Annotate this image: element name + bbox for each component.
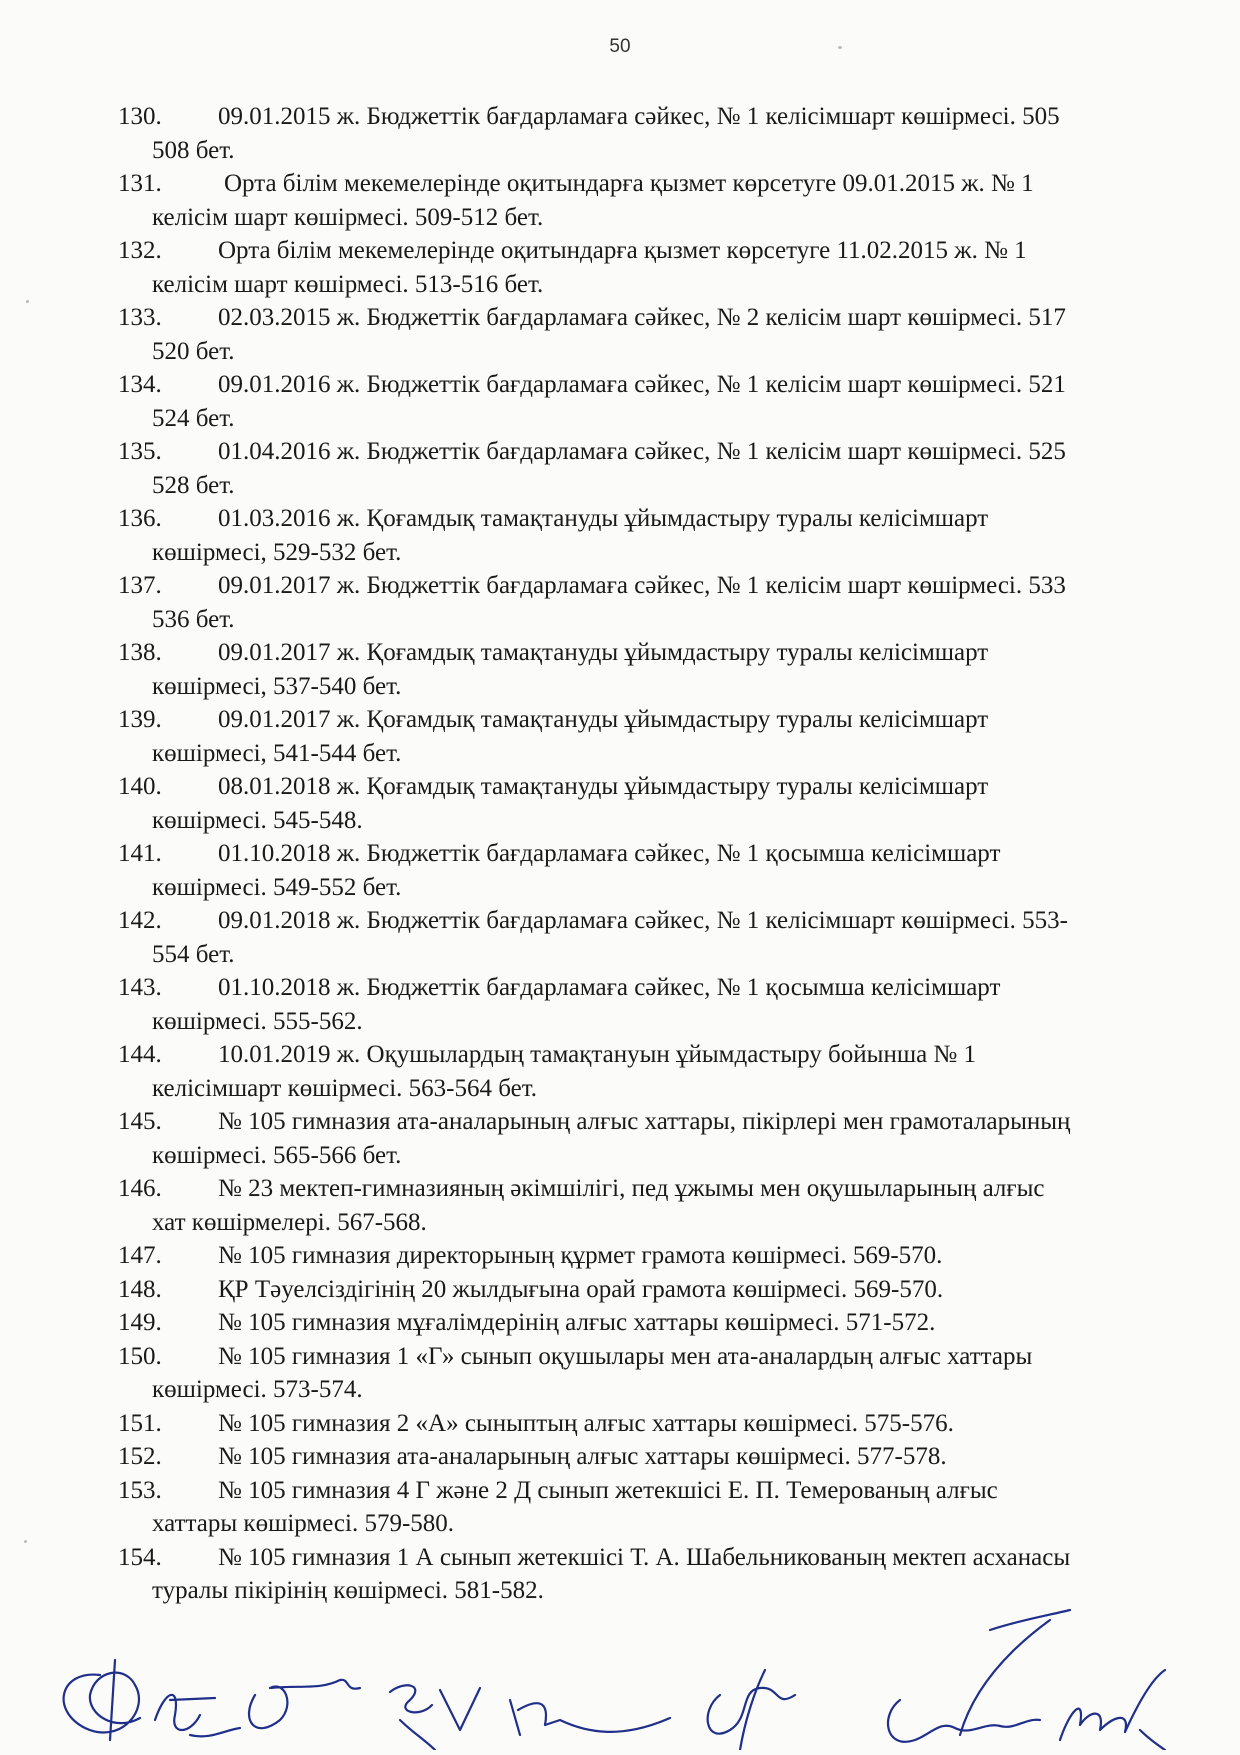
document-entry: [118, 770, 1240, 837]
signature-2: [155, 1695, 240, 1737]
signature-6: [708, 1670, 795, 1750]
entry-text-line-1: № 105 гимназия ата-аналарының алғыс хаттары, пікірлері мен грамоталарының: [218, 1108, 1071, 1135]
entry-text-line-1: Орта білім мекемелерінде оқитындарға қызмет көрсетуге 09.01.2015 ж. № 1: [224, 170, 1034, 197]
entry-number: 135.: [118, 438, 162, 465]
signatures-area: [40, 1600, 1220, 1750]
document-entry-list: [118, 100, 1240, 1608]
document-entry: [118, 1407, 1240, 1441]
entry-text-line-2: хаттары көшірмесі. 579-580.: [152, 1510, 455, 1537]
entry-text-line-1: Орта білім мекемелерінде оқитындарға қызмет көрсетуге 11.02.2015 ж. № 1: [218, 237, 1027, 264]
document-entry: [118, 368, 1240, 435]
document-entry: [118, 1273, 1240, 1307]
entry-number: 141.: [118, 840, 162, 867]
entry-text-line-2: көшірмесі. 565-566 бет.: [152, 1141, 402, 1169]
entry-text-line-1: 01.04.2016 ж. Бюджеттік бағдарламаға сәйкес, № 1 келісім шарт көшірмесі. 525: [218, 438, 1066, 465]
entry-number: 138.: [118, 639, 162, 666]
entry-number: 139.: [118, 706, 162, 733]
scan-speck: [838, 46, 842, 49]
entry-number: 150.: [118, 1342, 162, 1370]
entry-text-line-2: көшірмесі, 537-540 бет.: [152, 672, 402, 700]
entry-text-line-1: 01.03.2016 ж. Қоғамдық тамақтануды ұйымдастыру туралы келісімшарт: [218, 505, 989, 532]
entry-number: 145.: [118, 1108, 162, 1135]
entry-text-line-1: 09.01.2015 ж. Бюджеттік бағдарламаға сәйкес, № 1 келісімшарт көшірмесі. 505: [218, 103, 1060, 130]
entry-number: 130.: [118, 103, 162, 130]
entry-text-line-2: 524 бет.: [152, 404, 235, 432]
entry-number: 153.: [118, 1476, 162, 1504]
entry-number: 131.: [118, 170, 162, 197]
document-entry: [118, 234, 1240, 301]
entry-number: 132.: [118, 237, 162, 264]
entry-text-line-1: 09.01.2017 ж. Бюджеттік бағдарламаға сәйкес, № 1 келісім шарт көшірмесі. 533: [218, 572, 1066, 599]
entry-number: 143.: [118, 974, 162, 1001]
scan-speck: [24, 1540, 27, 1543]
entry-text-line-1: № 105 гимназия 1 А сынып жетекшісі Т. А. Шабельникованың мектеп асханасы: [218, 1543, 1071, 1571]
entry-text-line-2: көшірмесі. 549-552 бет.: [152, 873, 402, 901]
document-entry: [118, 1340, 1240, 1407]
entry-number: 136.: [118, 505, 162, 532]
signature-4: [390, 1685, 480, 1750]
entry-number: 146.: [118, 1175, 162, 1202]
entry-text-line-1: № 105 гимназия 4 Г және 2 Д сынып жетекшісі Е. П. Темерованың алғыс: [218, 1476, 998, 1504]
entry-text-line-2: көшірмесі. 545-548.: [152, 806, 363, 834]
scan-speck: [26, 300, 29, 303]
entry-text-line-1: 09.01.2016 ж. Бюджеттік бағдарламаға сәйкес, № 1 келісім шарт көшірмесі. 521: [218, 371, 1066, 398]
entry-text-line-1: 08.01.2018 ж. Қоғамдық тамақтануды ұйымдастыру туралы келісімшарт: [218, 773, 989, 800]
entry-text-line-1: ҚР Тәуелсіздігінің 20 жылдығына орай грамота көшірмесі. 569-570.: [218, 1275, 944, 1303]
entry-text-line-2: 528 бет.: [152, 471, 235, 499]
entry-text-line-2: хат көшірмелері. 567-568.: [152, 1208, 427, 1236]
entry-number: 142.: [118, 907, 162, 934]
entry-text-line-1: № 105 гимназия ата-аналарының алғыс хаттары көшірмесі. 577-578.: [218, 1443, 947, 1470]
signature-8: [1060, 1670, 1165, 1750]
document-entry: [118, 703, 1240, 770]
entry-number: 133.: [118, 304, 162, 331]
entry-text-line-2: келісімшарт көшірмесі. 563-564 бет.: [152, 1074, 537, 1102]
document-entry: [118, 636, 1240, 703]
document-entry: [118, 569, 1240, 636]
document-entry: [118, 1474, 1240, 1541]
entry-text-line-2: көшірмесі, 529-532 бет.: [152, 538, 402, 566]
entry-text-line-1: № 23 мектеп-гимназияның әкімшілігі, пед ұжымы мен оқушыларының алғыс: [218, 1175, 1045, 1202]
entry-text-line-1: № 105 гимназия 2 «А» сыныптың алғыс хаттары көшірмесі. 575-576.: [218, 1409, 954, 1437]
document-entry: [118, 904, 1240, 971]
document-entry: [118, 1105, 1240, 1172]
entry-text-line-1: 09.01.2017 ж. Қоғамдық тамақтануды ұйымдастыру туралы келісімшарт: [218, 639, 989, 666]
entry-text-line-2: туралы пікірінің көшірмесі. 581-582.: [152, 1577, 544, 1604]
entry-text-line-2: 508 бет.: [152, 136, 235, 164]
document-entry: [118, 167, 1240, 234]
entry-text-line-1: № 105 гимназия директорының құрмет грамота көшірмесі. 569-570.: [218, 1242, 943, 1269]
signature-1: [64, 1660, 140, 1740]
entry-text-line-1: 09.01.2017 ж. Қоғамдық тамақтануды ұйымдастыру туралы келісімшарт: [218, 706, 989, 733]
entry-text-line-2: 554 бет.: [152, 940, 235, 968]
entry-text-line-1: 01.10.2018 ж. Бюджеттік бағдарламаға сәйкес, № 1 қосымша келісімшарт: [218, 974, 1001, 1001]
entry-number: 137.: [118, 572, 162, 599]
entry-text-line-2: келісім шарт көшірмесі. 513-516 бет.: [152, 270, 544, 298]
entry-number: 151.: [118, 1409, 162, 1437]
entry-text-line-2: 520 бет.: [152, 337, 235, 365]
entry-number: 149.: [118, 1309, 162, 1336]
document-entry: [118, 502, 1240, 569]
document-entry: [118, 1239, 1240, 1273]
document-entry: [118, 1038, 1240, 1105]
entry-text-line-2: көшірмесі. 555-562.: [152, 1007, 363, 1035]
document-entry: [118, 1172, 1240, 1239]
document-entry: [118, 100, 1240, 167]
entry-text-line-2: көшірмесі, 541-544 бет.: [152, 739, 402, 767]
entry-text-line-2: 536 бет.: [152, 605, 235, 633]
entry-number: 140.: [118, 773, 162, 800]
document-entry: [118, 837, 1240, 904]
entry-text-line-1: № 105 гимназия мұғалімдерінің алғыс хаттары көшірмесі. 571-572.: [218, 1309, 936, 1336]
entry-number: 134.: [118, 371, 162, 398]
entry-number: 147.: [118, 1242, 162, 1269]
signature-3: [249, 1680, 360, 1728]
entry-text-line-1: № 105 гимназия 1 «Г» сынып оқушылары мен ата-аналардың алғыс хаттары: [218, 1342, 1033, 1370]
document-entry: [118, 971, 1240, 1038]
document-entry: [118, 1440, 1240, 1474]
entry-number: 144.: [118, 1041, 162, 1068]
document-entry: [118, 1306, 1240, 1340]
entry-text-line-1: 02.03.2015 ж. Бюджеттік бағдарламаға сәйкес, № 2 келісім шарт көшірмесі. 517: [218, 304, 1066, 331]
signature-7: [888, 1610, 1070, 1742]
handwritten-signatures: [40, 1600, 1220, 1750]
entry-text-line-2: келісім шарт көшірмесі. 509-512 бет.: [152, 203, 544, 231]
entry-text-line-1: 01.10.2018 ж. Бюджеттік бағдарламаға сәйкес, № 1 қосымша келісімшарт: [218, 840, 1001, 867]
entry-text-line-1: 10.01.2019 ж. Оқушылардың тамақтануын ұйымдастыру бойынша № 1: [218, 1041, 977, 1068]
page-number: 50: [609, 36, 631, 57]
document-entry: [118, 1541, 1240, 1608]
entry-number: 154.: [118, 1543, 162, 1571]
entry-number: 152.: [118, 1443, 162, 1470]
entry-text-line-1: 09.01.2018 ж. Бюджеттік бағдарламаға сәйкес, № 1 келісімшарт көшірмесі. 553-: [218, 907, 1068, 934]
document-entry: [118, 435, 1240, 502]
document-entry: [118, 301, 1240, 368]
signature-5: [510, 1700, 670, 1735]
entry-number: 148.: [118, 1275, 162, 1303]
entry-text-line-2: көшірмесі. 573-574.: [152, 1376, 363, 1403]
